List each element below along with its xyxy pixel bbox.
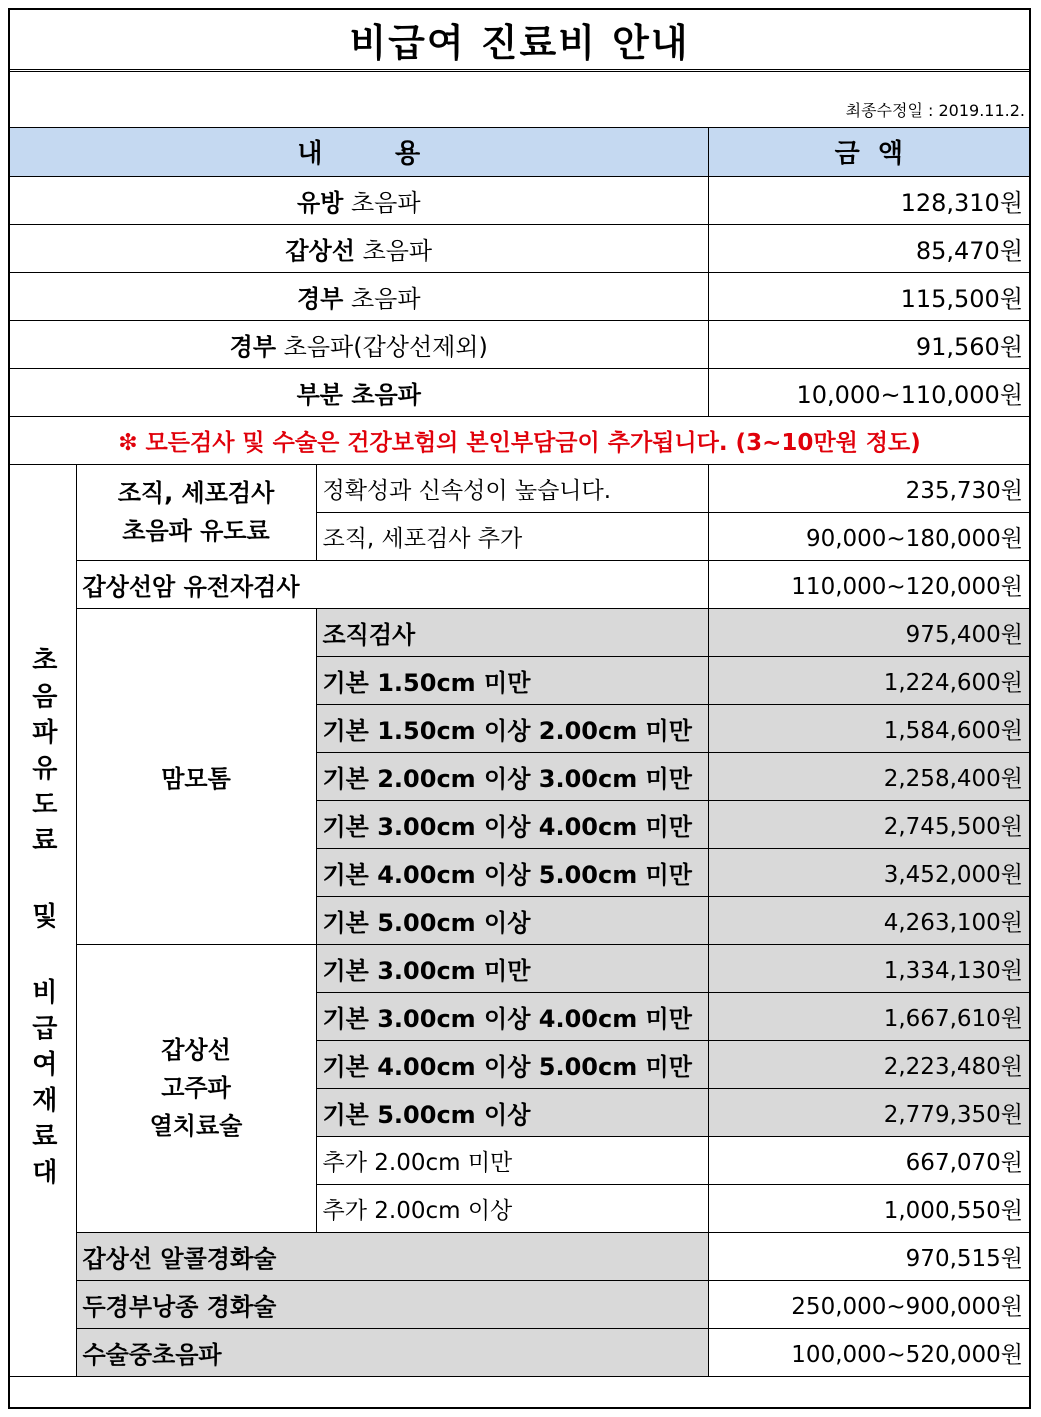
table-row (10, 560, 1029, 608)
item-name (10, 224, 708, 272)
item-name-rest: 초음파 (343, 284, 421, 313)
item-name: 기본 4.00cm 이상 5.00cm 미만 (316, 1040, 708, 1088)
item-amount: 3,452,000원 (708, 848, 1029, 896)
item-name-rest: 초음파 (343, 188, 421, 217)
item-name (10, 368, 708, 416)
item-amount: 2,779,350원 (708, 1088, 1029, 1136)
item-name: 갑상선 알콜경화술 (76, 1232, 708, 1280)
item-name: 기본 1.50cm 미만 (316, 656, 708, 704)
item-amount: 110,000~120,000원 (708, 560, 1029, 608)
notice-row (10, 416, 1029, 464)
item-amount: 4,263,100원 (708, 896, 1029, 944)
table-header-row (10, 128, 1029, 176)
item-amount: 970,515원 (708, 1232, 1029, 1280)
item-name-bold: 갑상선 (285, 236, 355, 265)
table-row (10, 944, 1029, 992)
item-amount: 667,070원 (708, 1136, 1029, 1184)
item-name (10, 176, 708, 224)
item-name: 기본 3.00cm 이상 4.00cm 미만 (316, 992, 708, 1040)
table-row (10, 1280, 1029, 1328)
item-amount: 975,400원 (708, 608, 1029, 656)
item-name (10, 272, 708, 320)
biopsy-label: 조직, 세포검사 초음파 유도료 (76, 464, 316, 560)
item-amount: 115,500원 (708, 272, 1029, 320)
item-name: 수술중초음파 (76, 1328, 708, 1376)
item-name-bold: 부분 초음파 (296, 380, 421, 409)
item-name (10, 320, 708, 368)
item-name: 추가 2.00cm 이상 (316, 1184, 708, 1232)
page-title: 비급여 진료비 안내 (10, 10, 1029, 72)
item-name: 기본 5.00cm 이상 (316, 896, 708, 944)
item-amount: 2,223,480원 (708, 1040, 1029, 1088)
item-name: 조직, 세포검사 추가 (316, 512, 708, 560)
mammotome-label: 맘모톰 (76, 608, 316, 944)
item-name-bold: 경부 (296, 284, 344, 313)
table-row (10, 1232, 1029, 1280)
item-name: 기본 3.00cm 미만 (316, 944, 708, 992)
item-name-rest: 초음파(갑상선제외) (276, 332, 488, 361)
item-amount: 1,584,600원 (708, 704, 1029, 752)
notice-text: ❇ 모든검사 및 수술은 건강보험의 본인부담금이 추가됩니다. (3~10만원 정도) (10, 416, 1029, 464)
item-name-rest: 초음파 (354, 236, 433, 265)
item-name: 기본 3.00cm 이상 4.00cm 미만 (316, 800, 708, 848)
last-modified-row (10, 72, 1029, 128)
side-label: 초음파유도료 및 비급여재료대 (10, 464, 76, 1376)
item-name: 조직검사 (316, 608, 708, 656)
item-name: 기본 1.50cm 이상 2.00cm 미만 (316, 704, 708, 752)
item-amount: 250,000~900,000원 (708, 1280, 1029, 1328)
table-row (10, 176, 1029, 224)
item-amount: 1,334,130원 (708, 944, 1029, 992)
item-name-bold: 경부 (229, 332, 277, 361)
last-modified-date: 최종수정일 : 2019.11.2. (845, 101, 1025, 120)
item-amount: 2,258,400원 (708, 752, 1029, 800)
item-name: 두경부낭종 경화술 (76, 1280, 708, 1328)
item-name: 추가 2.00cm 미만 (316, 1136, 708, 1184)
price-table (10, 128, 1029, 1377)
item-amount: 90,000~180,000원 (708, 512, 1029, 560)
item-name: 기본 4.00cm 이상 5.00cm 미만 (316, 848, 708, 896)
table-row (10, 320, 1029, 368)
item-amount: 85,470원 (708, 224, 1029, 272)
table-row (10, 464, 1029, 512)
item-amount: 128,310원 (708, 176, 1029, 224)
item-name: 갑상선암 유전자검사 (76, 560, 708, 608)
table-row (10, 368, 1029, 416)
header-content: 내 용 (10, 128, 708, 176)
table-row (10, 1328, 1029, 1376)
table-row (10, 272, 1029, 320)
price-sheet (8, 8, 1031, 1409)
item-amount: 1,667,610원 (708, 992, 1029, 1040)
item-amount: 1,224,600원 (708, 656, 1029, 704)
item-amount: 10,000~110,000원 (708, 368, 1029, 416)
item-amount: 235,730원 (708, 464, 1029, 512)
item-amount: 1,000,550원 (708, 1184, 1029, 1232)
item-amount: 2,745,500원 (708, 800, 1029, 848)
rfa-label: 갑상선 고주파 열치료술 (76, 944, 316, 1232)
table-row (10, 608, 1029, 656)
item-name: 정확성과 신속성이 높습니다. (316, 464, 708, 512)
header-amount: 금 액 (708, 128, 1029, 176)
item-name-bold: 유방 (296, 188, 344, 217)
item-name: 기본 2.00cm 이상 3.00cm 미만 (316, 752, 708, 800)
item-name: 기본 5.00cm 이상 (316, 1088, 708, 1136)
item-amount: 91,560원 (708, 320, 1029, 368)
table-row (10, 224, 1029, 272)
item-amount: 100,000~520,000원 (708, 1328, 1029, 1376)
